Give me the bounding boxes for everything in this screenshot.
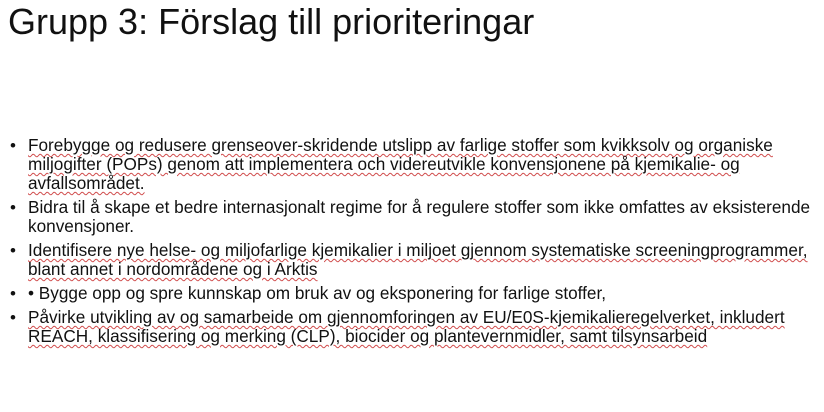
bullet-list [8,136,820,351]
bullet-text[interactable]: • Bidra til å skape et bedre internasjonalt regime for å regulere stoffer som ikke omfattes av eksisterende konvensjoner. [28,197,811,236]
bullet-item [8,284,820,303]
bullet-text[interactable]: • Identifisere nye helse- og miljofarlige kjemikalier i miljoet gjennom systematiske screeningprogrammer, blant annet i nordområdene og i Arktis [28,240,808,279]
slide-title[interactable]: Grupp 3: Förslag till prioriteringar [8,1,535,42]
bullet-text[interactable]: • Påvirke utvikling av og samarbeide om gjennomforingen av EU/E0S-kjemikalieregelverket, inkludert REACH, klassifisering og merking (CLP), biocider og plantevernmidler, samt tilsynsarbeid [28,307,785,346]
bullet-item [8,136,820,193]
bullet-text[interactable]: • Forebygge og redusere grenseover-skridende utslipp av farlige stoffer som kvikksolv og organiske miljogifter (POPs) genom att implementera och videreutvikle konvensjonene på kjemikalie- og avfallsområdet. [28,135,773,193]
bullet-text[interactable]: • • Bygge opp og spre kunnskap om bruk av og eksponering for farlige stoffer, [28,283,607,303]
bullet-item [8,241,820,279]
bullet-item [8,308,820,346]
bullet-item [8,198,820,236]
